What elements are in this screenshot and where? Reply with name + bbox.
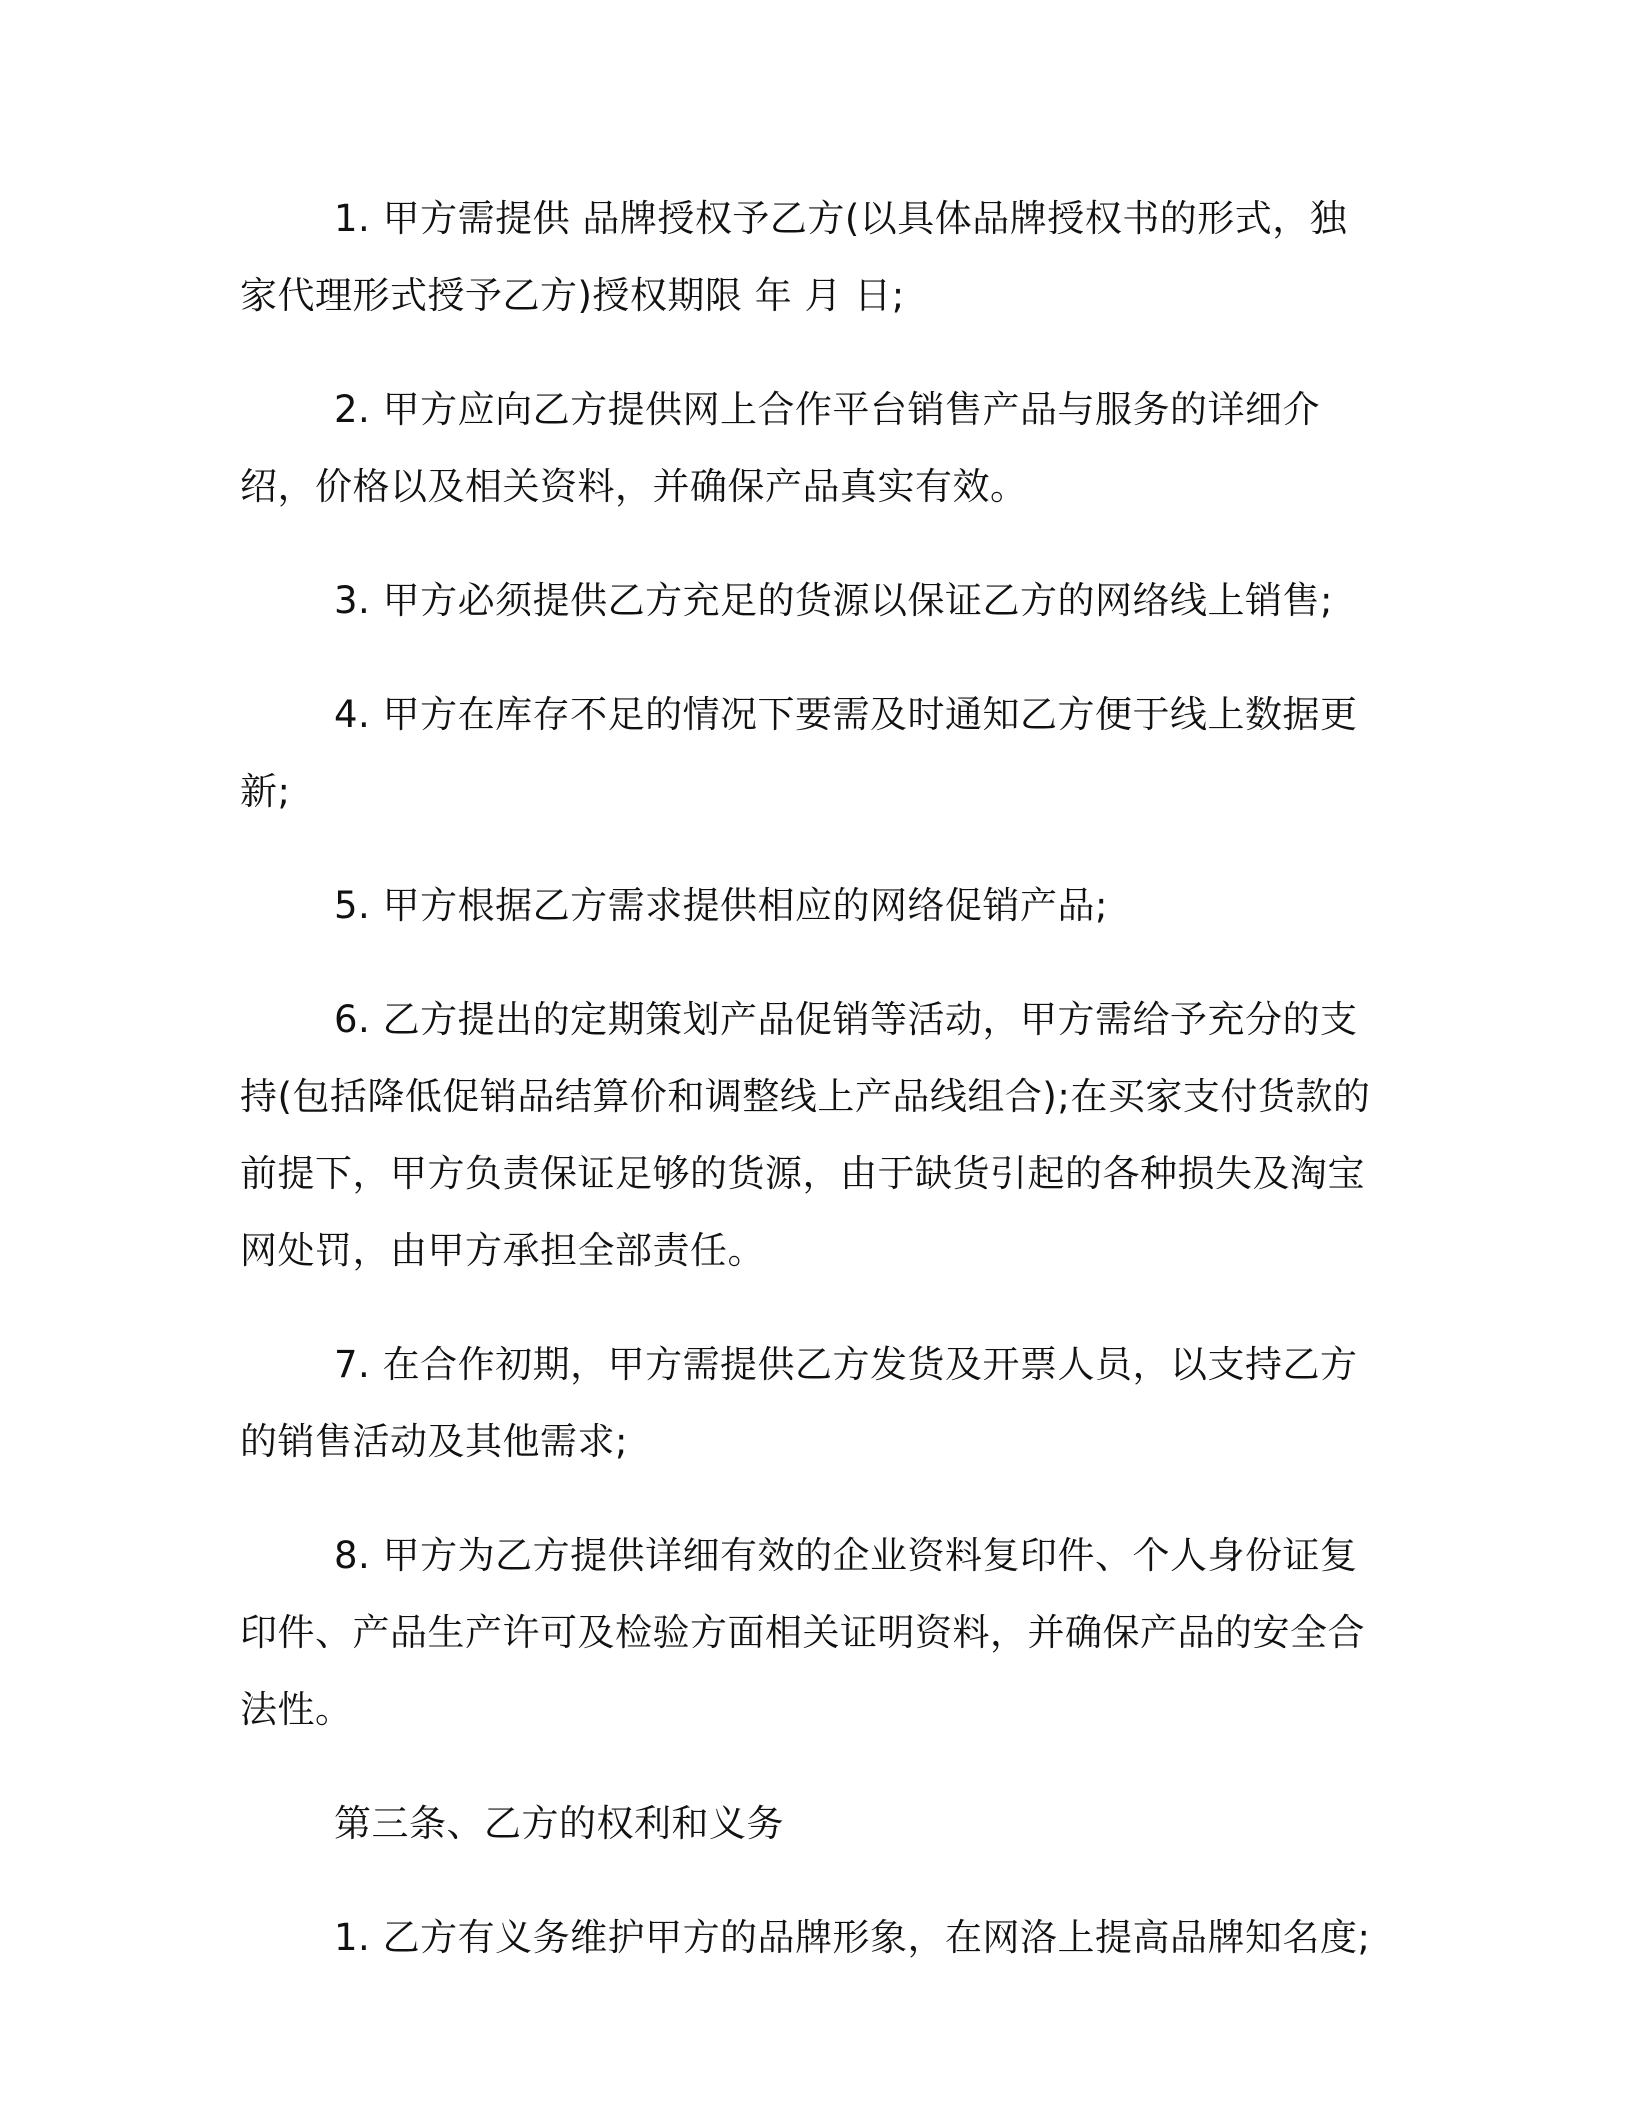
clause-6: 6. 乙方提出的定期策划产品促销等活动，甲方需给予充分的支持(包括降低促销品结算价和调整线上产品线组合);在买家支付货款的前提下，甲方负责保证足够的货源，由于缺货引起的各种损失及淘宝网处罚，由甲方承担全部责任。 (240, 998, 1371, 1272)
section-heading: 第三条、乙方的权利和义务 (334, 1802, 784, 1845)
clause-7: 7. 在合作初期，甲方需提供乙方发货及开票人员，以支持乙方的销售活动及其他需求; (240, 1343, 1358, 1463)
clause-3: 3. 甲方必须提供乙方充足的货源以保证乙方的网络线上销售; (334, 579, 1334, 622)
clause-1: 1. 甲方需提供 品牌授权予乙方(以具体品牌授权书的形式，独家代理形式授予乙方)授权期限 年 月 日; (240, 197, 1348, 317)
document-body (240, 180, 1382, 2013)
clause-2: 2. 甲方应向乙方提供网上合作平台销售产品与服务的详细介绍，价格以及相关资料，并确保产品真实有效。 (240, 388, 1321, 508)
clause-8: 8. 甲方为乙方提供详细有效的企业资料复印件、个人身份证复印件、产品生产许可及检验方面相关证明资料，并确保产品的安全合法性。 (240, 1534, 1365, 1731)
clause-5: 5. 甲方根据乙方需求提供相应的网络促销产品; (334, 884, 1109, 927)
clause-4: 4. 甲方在库存不足的情况下要需及时通知乙方便于线上数据更新; (240, 693, 1358, 813)
section-clause-1: 1. 乙方有义务维护甲方的品牌形象，在网洛上提高品牌知名度; (334, 1916, 1371, 1959)
